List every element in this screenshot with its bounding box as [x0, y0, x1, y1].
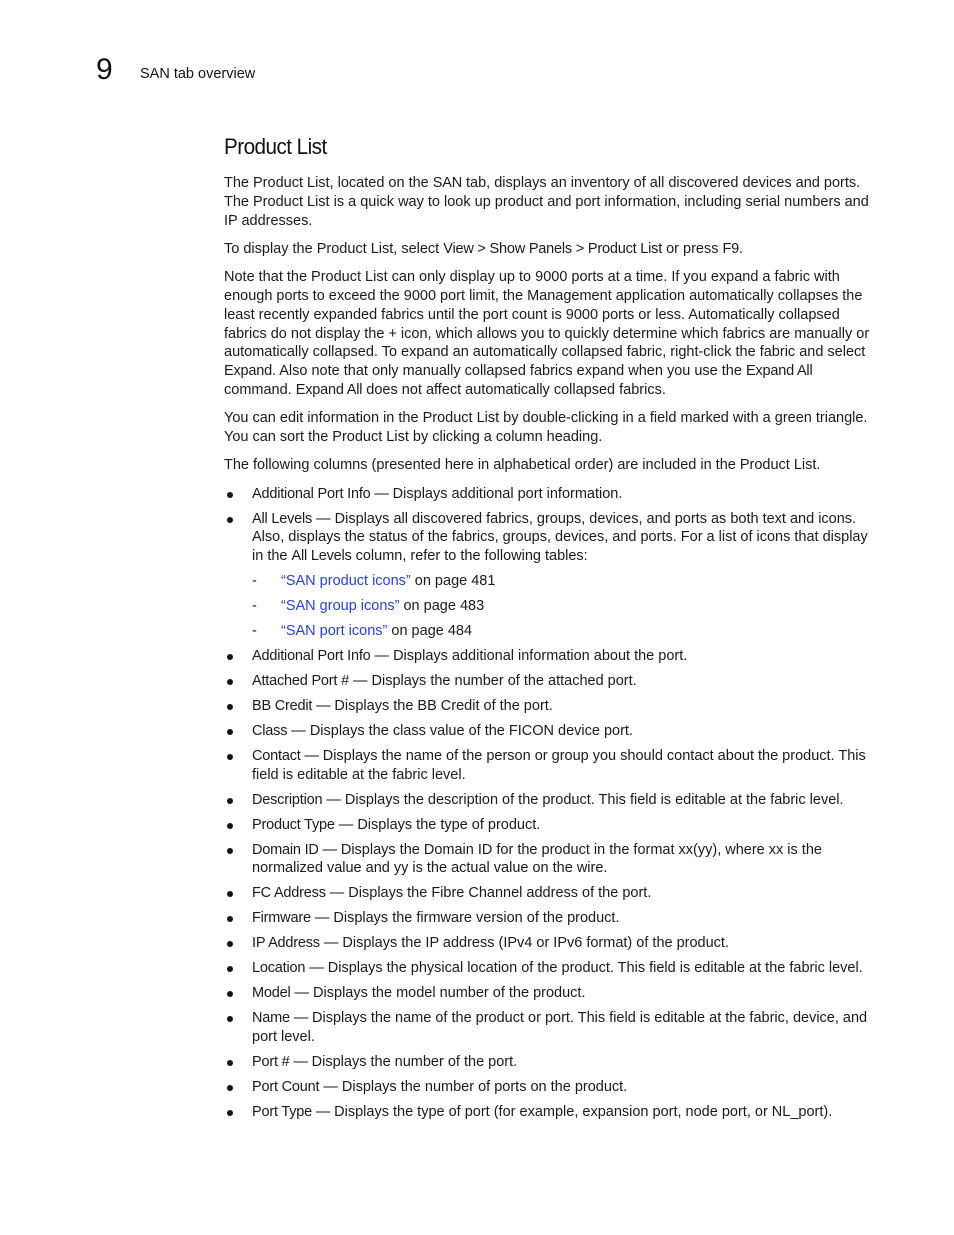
list-item: Additional Port Info — Displays additional information about the port. — [224, 647, 874, 666]
list-item: Additional Port Info — Displays additional port information. — [224, 485, 874, 504]
bullet-icon — [227, 679, 233, 685]
paragraph-intro: The Product List, located on the SAN tab, displays an inventory of all discovered devices and ports. The Product List is a quick way to look up product and port information, including serial numbers and IP addresses. — [224, 175, 869, 229]
main-content — [224, 132, 874, 1128]
bullet-icon — [227, 848, 233, 854]
bullet-icon — [227, 1060, 233, 1066]
bullet-icon — [227, 654, 233, 660]
list-item: Firmware — Displays the firmware version of the product. — [224, 909, 874, 928]
list-item: All Levels — Displays all discovered fabrics, groups, devices, and ports as both text and icons. Also, displays the status of the fabrics, groups, devices, and ports. For a list of icons that display in the All Levels column, refer to the following tables: - “SAN product icons” on page 481 - “SAN group icons” on page 483 - “SAN port icons” on page 484 — [224, 510, 874, 641]
list-item: Location — Displays the physical location of the product. This field is editable at the fabric level. — [224, 959, 874, 978]
bullet-icon — [227, 1016, 233, 1022]
list-item: Class — Displays the class value of the FICON device port. — [224, 722, 874, 741]
list-item: IP Address — Displays the IP address (IPv4 or IPv6 format) of the product. — [224, 934, 874, 953]
paragraph-port-limit: Note that the Product List can only display up to 9000 ports at a time. If you expand a fabric with enough ports to exceed the 9000 port limit, the Management application automatically collapses the least recently expanded fabrics until the port count is 9000 ports or less. Automatically collapsed fabrics do not display the + icon, which allows you to quickly determine which fabrics are manually or automatically collapsed. To expand an automatically collapsed fabric, right-click the fabric and select Expand. Also note that only manually collapsed fabrics expand when you use the Expand All command. Expand All does not affect automatically collapsed fabrics. — [224, 269, 870, 398]
icon-tables-list — [252, 572, 874, 641]
list-item: Product Type — Displays the type of product. — [224, 816, 874, 835]
sub-list-item: - “SAN group icons” on page 483 — [252, 598, 485, 615]
bullet-icon — [227, 729, 233, 735]
dash-marker: - — [252, 573, 257, 590]
bullet-icon — [227, 798, 233, 804]
list-item: Port Count — Displays the number of ports on the product. — [224, 1078, 874, 1097]
paragraph-edit-sort: You can edit information in the Product List by double-clicking in a field marked with a green triangle. You can sort the Product List by clicking a column heading. — [224, 410, 868, 446]
section-title: Product List — [224, 134, 327, 159]
bullet-icon — [227, 1085, 233, 1091]
bullet-icon — [227, 966, 233, 972]
link-san-port-icons[interactable]: “SAN port icons” — [281, 623, 388, 639]
paragraph-columns-intro: The following columns (presented here in alphabetical order) are included in the Product List. — [224, 457, 821, 474]
list-item: Port # — Displays the number of the port. — [224, 1053, 874, 1072]
bullet-icon — [227, 941, 233, 947]
bullet-icon — [227, 754, 233, 760]
list-item: BB Credit — Displays the BB Credit of the port. — [224, 697, 874, 716]
chapter-number: 9 — [96, 53, 113, 86]
bullet-icon — [227, 704, 233, 710]
bullet-icon — [227, 492, 233, 498]
bullet-icon — [227, 916, 233, 922]
bullet-icon — [227, 1110, 233, 1116]
link-san-group-icons[interactable]: “SAN group icons” — [281, 598, 400, 615]
list-item: Name — Displays the name of the product or port. This field is editable at the fabric, device, and port level. — [224, 1009, 874, 1047]
list-item: Model — Displays the model number of the product. — [224, 984, 874, 1003]
list-item: Description — Displays the description of the product. This field is editable at the fabric level. — [224, 791, 874, 810]
ui-term-san: SAN — [432, 175, 462, 191]
running-header-title: SAN tab overview — [140, 66, 256, 82]
sub-list-item: - “SAN port icons” on page 484 — [252, 623, 473, 639]
ui-menu-path: View > Show Panels > Product List — [443, 240, 663, 257]
list-item: Port Type — Displays the type of port (for example, expansion port, node port, or NL_port). — [224, 1103, 874, 1122]
list-item: FC Address — Displays the Fibre Channel address of the port. — [224, 884, 874, 903]
link-san-product-icons[interactable]: “SAN product icons” — [281, 573, 411, 590]
columns-list — [224, 485, 874, 1122]
list-item: Contact — Displays the name of the person or group you should contact about the product. This field is editable at the fabric level. — [224, 747, 874, 785]
dash-marker: - — [252, 598, 257, 615]
paragraph-display-instructions: To display the Product List, select View > Show Panels > Product List or press F9. — [224, 240, 744, 257]
bullet-icon — [227, 823, 233, 829]
ui-term-expand: Expand — [224, 363, 272, 380]
bullet-icon — [227, 991, 233, 997]
bullet-icon — [227, 517, 233, 523]
ui-key-f9: F9 — [722, 240, 740, 257]
ui-term-expand-all: Expand All — [745, 363, 813, 380]
list-item: Attached Port # — Displays the number of the attached port. — [224, 672, 874, 691]
list-item: Domain ID — Displays the Domain ID for the product in the format xx(yy), where xx is the normalized value and yy is the actual value on the wire. — [224, 841, 874, 879]
ui-term-expand-all-2: Expand All — [295, 381, 363, 398]
sub-list-item: - “SAN product icons” on page 481 — [252, 573, 496, 590]
bullet-icon — [227, 891, 233, 897]
dash-marker: - — [252, 623, 257, 639]
